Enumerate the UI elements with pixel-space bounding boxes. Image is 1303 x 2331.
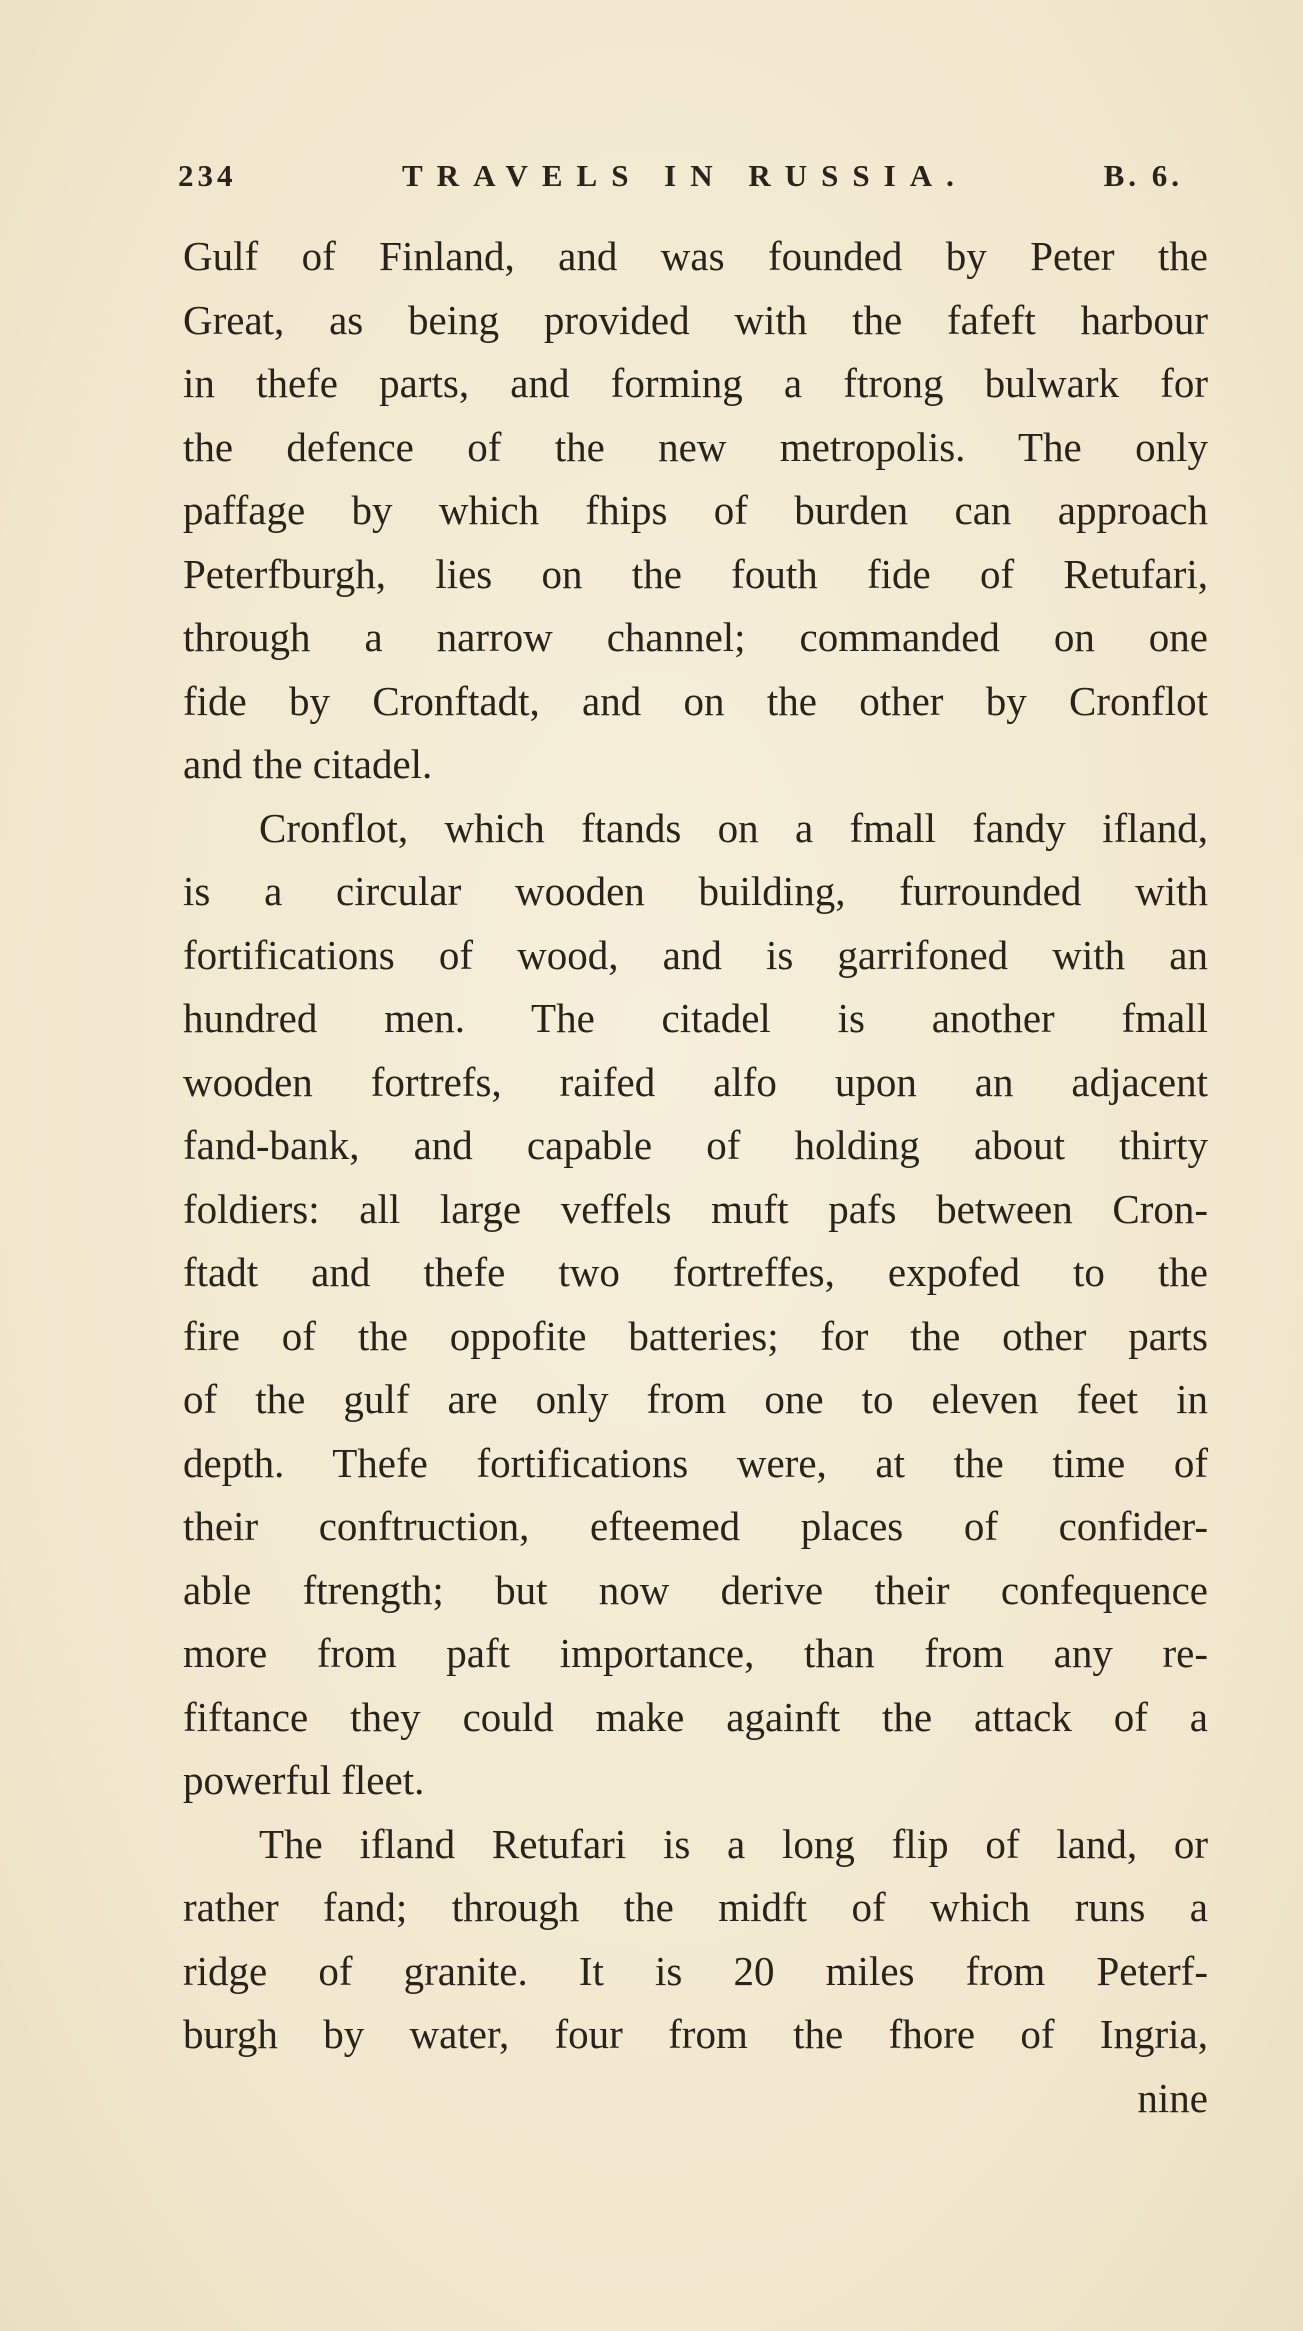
- book-number: B. 6.: [1103, 158, 1183, 193]
- text-line: the defence of the new metropolis. The only: [183, 423, 1208, 470]
- paragraph-first-line: The ifland Retufari is a long flip of land, or: [259, 1820, 1208, 1867]
- text-line: fide by Cronftadt, and on the other by Cronflot: [183, 677, 1208, 724]
- text-line: powerful fleet.: [183, 1757, 425, 1803]
- text-line: Great, as being provided with the fafeft harbour: [183, 296, 1208, 343]
- text-line: fiftance they could make againft the attack of a: [183, 1693, 1208, 1740]
- text-line: burgh by water, four from the fhore of Ingria,: [183, 2011, 1208, 2057]
- text-line: rather fand; through the midft of which runs a: [183, 1884, 1208, 1930]
- text-line: hundred men. The citadel is another fmall: [183, 995, 1208, 1041]
- text-line: through a narrow channel; commanded on one: [183, 614, 1208, 660]
- text-line: wooden fortrefs, raifed alfo upon an adjacent: [183, 1058, 1208, 1105]
- text-line: ftadt and thefe two fortreffes, expofed to the: [183, 1249, 1208, 1295]
- text-line: more from paft importance, than from any re-: [183, 1630, 1208, 1676]
- running-title: TRAVELS IN RUSSIA.: [402, 158, 968, 193]
- text-line: in thefe parts, and forming a ftrong bulwark for: [183, 360, 1208, 406]
- text-line: fand-bank, and capable of holding about thirty: [183, 1122, 1208, 1168]
- text-line: fire of the oppofite batteries; for the other parts: [183, 1312, 1208, 1359]
- text-line: of the gulf are only from one to eleven feet in: [183, 1376, 1208, 1422]
- text-line: fortifications of wood, and is garrifoned with an: [183, 931, 1208, 978]
- text-line: Peterfburgh, lies on the fouth fide of Retufari,: [183, 550, 1208, 597]
- running-head: [178, 158, 1183, 206]
- text-line: depth. Thefe fortifications were, at the time of: [183, 1439, 1208, 1486]
- text-line: Gulf of Finland, and was founded by Peter the: [183, 233, 1208, 279]
- catchword: nine: [1137, 2074, 1208, 2121]
- text-line: their conftruction, efteemed places of confider-: [183, 1503, 1208, 1549]
- paragraph-first-line: Cronflot, which ftands on a fmall fandy ifland,: [259, 804, 1208, 851]
- text-line: foldiers: all large veffels muft pafs between Cron-: [183, 1185, 1208, 1232]
- text-line: able ftrength; but now derive their confequence: [183, 1566, 1208, 1613]
- text-line: is a circular wooden building, furrounded with: [183, 868, 1208, 914]
- page-number: 234: [178, 158, 237, 193]
- text-line: ridge of granite. It is 20 miles from Peterf-: [183, 1947, 1208, 1994]
- text-line: and the citadel.: [183, 741, 433, 787]
- body-text: [183, 225, 1208, 2130]
- text-line: paffage by which fhips of burden can approach: [183, 487, 1208, 533]
